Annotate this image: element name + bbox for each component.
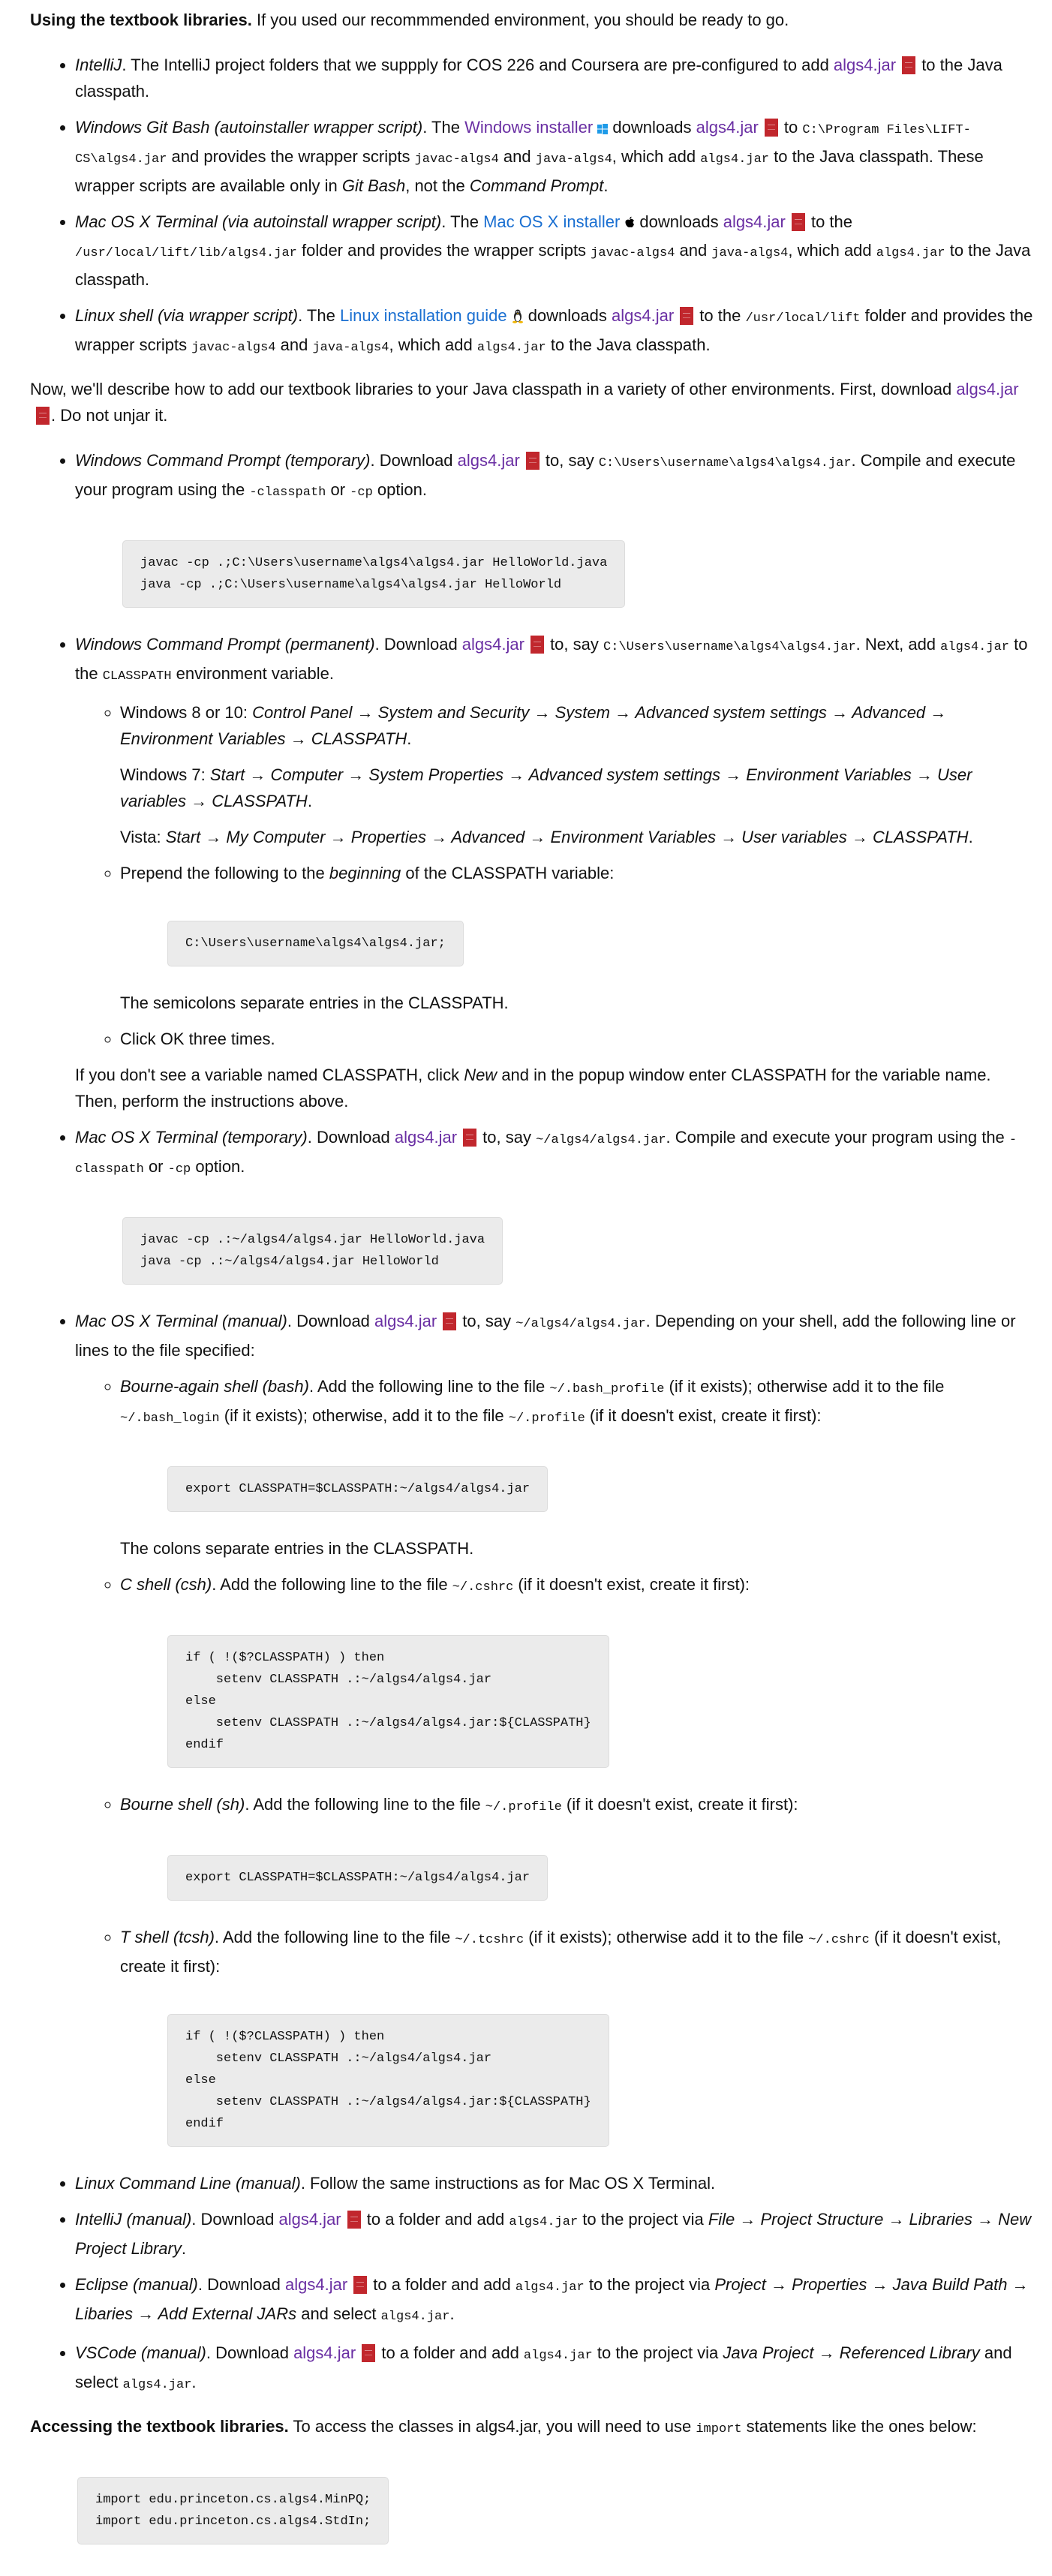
text: to the project via: [584, 2275, 715, 2294]
algs4-jar-link[interactable]: algs4.jar: [612, 306, 675, 325]
text: Click OK three times.: [120, 1029, 275, 1048]
text: . Download: [307, 1128, 395, 1147]
inline-code: algs4.jar: [515, 2280, 585, 2295]
italic-text: Control Panel → System and Security → System → Advanced system settings → Advanced → Environment Variables → CLASSPATH: [120, 703, 947, 748]
code-block: export CLASSPATH=$CLASSPATH:~/algs4/algs4.jar: [167, 1466, 548, 1512]
paragraph: [75, 2340, 1037, 2398]
text: and in the popup window enter CLASSPATH for the variable name. Then, perform the instructions above.: [75, 1066, 991, 1111]
text: . Download: [287, 1312, 375, 1330]
italic-text: Git Bash: [341, 176, 406, 195]
inline-code: ~/algs4/algs4.jar: [515, 1317, 646, 1331]
text: . Do not unjar it.: [51, 406, 168, 425]
code-block: export CLASSPATH=$CLASSPATH:~/algs4/algs4.jar: [167, 1855, 548, 1901]
paragraph: [75, 2271, 1037, 2330]
text: to, say: [478, 1128, 537, 1147]
list-item: [75, 2170, 1037, 2196]
italic-text: T shell (tcsh): [120, 1928, 215, 1946]
text: (if it exists); otherwise add it to the file: [664, 1377, 945, 1396]
text: If you used our recommmended environment, you should be ready to go.: [251, 11, 789, 29]
text: .: [449, 2304, 455, 2323]
inline-code: algs4.jar: [476, 341, 546, 355]
inline-code: java-algs4: [711, 246, 789, 260]
text: downloads: [635, 212, 723, 231]
italic-text: New: [464, 1066, 497, 1084]
paragraph: [75, 2206, 1037, 2262]
linux-tux-icon: [512, 305, 524, 331]
text: , not the: [405, 176, 470, 195]
algs4-jar-link[interactable]: algs4.jar: [457, 451, 520, 470]
text: to the Java classpath.: [546, 335, 711, 354]
text: statements like the ones below:: [741, 2417, 977, 2436]
text: downloads: [523, 306, 612, 325]
text: to the Java classpath.: [75, 241, 1031, 289]
text: and provides the wrapper scripts: [167, 147, 415, 166]
jar-file-icon: [353, 2276, 367, 2294]
paragraph: [75, 631, 1037, 690]
text: and: [498, 147, 536, 166]
inline-code: C:\Users\username\algs4\algs4.jar: [603, 640, 856, 654]
jar-file-icon: [526, 452, 540, 470]
list-item: [120, 1791, 1037, 1901]
text: and select: [296, 2304, 381, 2323]
bullet-list: [75, 1373, 1037, 2147]
list-item: [120, 1026, 1037, 1052]
text: to, say: [458, 1312, 516, 1330]
paragraph: [120, 1535, 1037, 1562]
italic-text: IntelliJ: [75, 56, 122, 74]
list-item: [75, 114, 1037, 199]
italic-text: Windows Command Prompt (permanent): [75, 635, 375, 654]
jar-file-icon: [443, 1312, 456, 1330]
text: . Add the following line to the file: [214, 1928, 455, 1946]
inline-code: java-algs4: [535, 152, 612, 167]
inline-code: algs4.jar: [940, 640, 1009, 654]
paragraph: [120, 1373, 1037, 1432]
text: .: [181, 2239, 186, 2258]
text: . Compile and execute your program using the: [75, 451, 1016, 499]
text: to the: [806, 212, 853, 231]
inline-code: /usr/local/lift/lib/algs4.jar: [75, 246, 297, 260]
inline-code: ~/.profile: [508, 1411, 585, 1426]
italic-text: Mac OS X Terminal (manual): [75, 1312, 287, 1330]
text: . Add the following line to the file: [245, 1795, 485, 1814]
bullet-list: [30, 52, 1037, 361]
text: to, say: [540, 451, 599, 470]
list-item: [75, 2340, 1037, 2398]
inline-code: algs4.jar: [523, 2349, 593, 2363]
inline-code: ~/.cshrc: [808, 1933, 870, 1947]
italic-text: File → Project Structure → Libraries → New Project Library: [75, 2210, 1032, 2258]
italic-text: Command Prompt: [469, 176, 604, 195]
inline-code: -cp: [167, 1162, 191, 1177]
list-item: [75, 302, 1037, 361]
jar-file-icon: [792, 213, 805, 231]
italic-text: Linux shell (via wrapper script): [75, 306, 299, 325]
bullet-list: [30, 447, 1037, 2398]
text: (if it exists); otherwise add it to the file: [524, 1928, 809, 1946]
paragraph: [120, 1026, 1037, 1052]
paragraph: [75, 114, 1037, 199]
text: .: [407, 729, 412, 748]
algs4-jar-link[interactable]: algs4.jar: [285, 2275, 348, 2294]
text: or: [326, 480, 350, 499]
paragraph: [75, 1308, 1037, 1363]
text: . Depending on your shell, add the following line or lines to the file specified:: [75, 1312, 1016, 1360]
list-item: [120, 1571, 1037, 1768]
text: and: [675, 241, 712, 260]
code-block: if ( !($?CLASSPATH) ) then setenv CLASSPATH .:~/algs4/algs4.jar else setenv CLASSPATH .:~/algs4/algs4.jar:${CLASSPATH} endif: [167, 2014, 609, 2147]
text: to the project via: [592, 2343, 723, 2362]
italic-text: Mac OS X Terminal (temporary): [75, 1128, 308, 1147]
text: .: [603, 176, 609, 195]
text: . The: [422, 118, 465, 137]
text: (if it doesn't exist, create it first):: [561, 1795, 798, 1814]
paragraph: [120, 1791, 1037, 1820]
algs4-jar-link[interactable]: algs4.jar: [394, 1128, 458, 1147]
text: . Download: [206, 2343, 294, 2362]
text: or: [143, 1157, 168, 1176]
bold-heading: Using the textbook libraries.: [30, 11, 252, 29]
text: environment variable.: [171, 664, 334, 683]
jar-file-icon: [680, 307, 693, 325]
paragraph: [75, 209, 1037, 293]
list-item: [75, 1124, 1037, 1285]
text: . Download: [191, 2210, 279, 2229]
inline-code: javac-algs4: [591, 246, 675, 260]
italic-text: beginning: [329, 864, 401, 882]
list-item: [75, 2271, 1037, 2330]
algs4-jar-link[interactable]: algs4.jar: [293, 2343, 356, 2362]
text: Windows 8 or 10:: [120, 703, 253, 722]
paragraph: [75, 1124, 1037, 1183]
list-item: [75, 631, 1037, 1114]
text: If you don't see a variable named CLASSPATH, click: [75, 1066, 464, 1084]
inline-code: algs4.jar: [509, 2215, 579, 2229]
inline-code: algs4.jar: [700, 152, 770, 167]
italic-text: Start → My Computer → Properties → Advanced → Environment Variables → User variables → CLASSPATH: [165, 828, 969, 846]
inline-code: ~/.cshrc: [452, 1580, 514, 1595]
text: (if it doesn't exist, create it first):: [585, 1406, 822, 1425]
text: downloads: [608, 118, 696, 137]
inline-code: javac-algs4: [191, 341, 276, 355]
text: , which add: [788, 241, 876, 260]
download-link[interactable]: Windows installer: [464, 118, 594, 137]
text: The colons separate entries in the CLASSPATH.: [120, 1539, 474, 1558]
italic-text: Mac OS X Terminal (via autoinstall wrapper script): [75, 212, 442, 231]
text: to: [779, 118, 803, 137]
inline-code: java-algs4: [312, 341, 389, 355]
text: to, say: [545, 635, 603, 654]
paragraph: [120, 824, 1037, 850]
text: . Compile and execute your program using the: [666, 1128, 1009, 1147]
paragraph: [120, 860, 1037, 886]
text: Now, we'll describe how to add our textbook libraries to your Java classpath in a variety of other environments. First, download: [30, 380, 957, 398]
italic-text: Windows Command Prompt (temporary): [75, 451, 371, 470]
italic-text: VSCode (manual): [75, 2343, 206, 2362]
text: . The IntelliJ project folders that we suppply for COS 226 and Coursera are pre-configured to add: [122, 56, 834, 74]
italic-text: Project → Properties → Java Build Path → Libaries → Add External JARs: [75, 2275, 1029, 2323]
paragraph: [75, 447, 1037, 506]
list-item: [120, 699, 1037, 850]
inline-code: ~/.profile: [485, 1800, 562, 1814]
paragraph: [75, 2170, 1037, 2196]
text: To access the classes in algs4.jar, you will need to use: [288, 2417, 696, 2436]
list-item: [75, 52, 1037, 104]
text: Prepend the following to the: [120, 864, 329, 882]
code-block: javac -cp .:~/algs4/algs4.jar HelloWorld.java java -cp .:~/algs4/algs4.jar HelloWorld: [122, 1217, 503, 1285]
text: .: [307, 792, 312, 810]
text: (if it exists); otherwise, add it to the file: [219, 1406, 509, 1425]
algs4-jar-link[interactable]: algs4.jar: [461, 635, 524, 654]
installer-link[interactable]: Linux installation guide: [339, 306, 507, 325]
text: folder and provides the wrapper scripts: [296, 241, 591, 260]
list-item: [120, 1373, 1037, 1562]
inline-code: -classpath: [249, 485, 326, 500]
italic-text: Windows Git Bash (autoinstaller wrapper script): [75, 118, 423, 137]
italic-text: Start → Computer → System Properties → Advanced system settings → Environment Variables → User variables → CLASSPATH: [120, 765, 972, 810]
algs4-jar-link[interactable]: algs4.jar: [278, 2210, 341, 2229]
text: . Download: [374, 635, 462, 654]
installer-link[interactable]: Mac OS X installer: [483, 212, 621, 231]
text: to a folder and add: [368, 2275, 515, 2294]
text: of the CLASSPATH variable:: [401, 864, 615, 882]
code-block: C:\Users\username\algs4\algs4.jar;: [167, 921, 464, 966]
text: Windows 7:: [120, 765, 210, 784]
paragraph: [30, 2413, 1037, 2442]
inline-code: CLASSPATH: [102, 669, 172, 684]
algs4-jar-link[interactable]: algs4.jar: [956, 380, 1019, 398]
inline-code: /usr/local/lift: [745, 311, 861, 326]
inline-code: -cp: [350, 485, 373, 500]
list-item: [75, 209, 1037, 293]
inline-code: ~/algs4/algs4.jar: [536, 1133, 666, 1147]
inline-code: algs4.jar: [876, 246, 945, 260]
paragraph: [75, 52, 1037, 104]
algs4-jar-link[interactable]: algs4.jar: [833, 56, 897, 74]
jar-file-icon: [362, 2344, 375, 2362]
inline-code: C:\Users\username\algs4\algs4.jar: [598, 456, 852, 470]
italic-text: Bourne shell (sh): [120, 1795, 245, 1814]
jar-file-icon: [765, 119, 778, 137]
text: to the project via: [578, 2210, 708, 2229]
list-item: [75, 2206, 1037, 2262]
inline-code: ~/.tcshrc: [455, 1933, 524, 1947]
text: and select: [75, 2343, 1012, 2391]
windows-logo-icon: [597, 116, 608, 143]
text: to a folder and add: [377, 2343, 524, 2362]
text: . Follow the same instructions as for Mac OS X Terminal.: [300, 2174, 716, 2193]
text: . Download: [370, 451, 458, 470]
list-item: [75, 447, 1037, 608]
jar-file-icon: [531, 636, 544, 654]
text: to the: [75, 635, 1028, 683]
inline-code: algs4.jar: [122, 2378, 192, 2392]
italic-text: Eclipse (manual): [75, 2275, 198, 2294]
list-item: [120, 860, 1037, 1016]
paragraph: [75, 1062, 1037, 1114]
text: to the Java classpath. These wrapper scripts are available only in: [75, 147, 984, 195]
algs4-jar-link[interactable]: algs4.jar: [696, 118, 759, 137]
text: .: [191, 2373, 197, 2391]
text: . Add the following line to the file: [212, 1575, 452, 1594]
text: , which add: [612, 147, 701, 166]
inline-code: C:\Program Files\LIFT-CS\algs4.jar: [75, 123, 971, 167]
paragraph: [120, 990, 1037, 1016]
italic-text: Bourne-again shell (bash): [120, 1377, 309, 1396]
jar-file-icon: [463, 1129, 476, 1147]
paragraph: [120, 762, 1037, 814]
jar-file-icon: [902, 56, 915, 74]
text: Vista:: [120, 828, 166, 846]
jar-file-icon: [347, 2211, 361, 2229]
list-item: [120, 1924, 1037, 2147]
inline-code: ~/.bash_login: [120, 1411, 220, 1426]
text: to a folder and add: [362, 2210, 509, 2229]
inline-code: import: [696, 2422, 742, 2436]
text: . The: [441, 212, 484, 231]
text: to the Java classpath.: [75, 56, 1002, 101]
algs4-jar-link[interactable]: algs4.jar: [723, 212, 786, 231]
text: . Download: [197, 2275, 286, 2294]
italic-text: IntelliJ (manual): [75, 2210, 192, 2229]
algs4-jar-link[interactable]: algs4.jar: [374, 1312, 437, 1330]
jar-file-icon: [36, 407, 50, 425]
text: . The: [298, 306, 340, 325]
paragraph: [30, 7, 1037, 33]
bullet-list: [75, 699, 1037, 1052]
apple-logo-icon: [624, 211, 635, 237]
italic-text: Java Project → Referenced Library: [723, 2343, 980, 2362]
italic-text: C shell (csh): [120, 1575, 212, 1594]
text: option.: [191, 1157, 245, 1176]
inline-code: javac-algs4: [414, 152, 499, 167]
text: (if it doesn't exist, create it first):: [120, 1928, 1002, 1976]
bold-heading: Accessing the textbook libraries.: [30, 2417, 289, 2436]
code-block: javac -cp .;C:\Users\username\algs4\algs4.jar HelloWorld.java java -cp .;C:\Users\username\algs4\algs4.jar HelloWorld: [122, 540, 625, 608]
inline-code: algs4.jar: [380, 2310, 450, 2324]
text: and: [275, 335, 313, 354]
paragraph: [120, 699, 1037, 752]
code-block: import edu.princeton.cs.algs4.MinPQ; import edu.princeton.cs.algs4.StdIn;: [77, 2477, 389, 2544]
italic-text: Linux Command Line (manual): [75, 2174, 301, 2193]
text: The semicolons separate entries in the CLASSPATH.: [120, 993, 509, 1012]
text: .: [968, 828, 973, 846]
document-body: [30, 7, 1037, 2544]
code-block: if ( !($?CLASSPATH) ) then setenv CLASSPATH .:~/algs4/algs4.jar else setenv CLASSPATH .:~/algs4/algs4.jar:${CLASSPATH} endif: [167, 1635, 609, 1768]
inline-code: -classpath: [75, 1133, 1017, 1177]
text: . Add the following line to the file: [308, 1377, 550, 1396]
text: folder and provides the wrapper scripts: [75, 306, 1033, 354]
inline-code: ~/.bash_profile: [549, 1382, 665, 1396]
text: . Next, add: [855, 635, 941, 654]
text: to the: [695, 306, 746, 325]
text: (if it doesn't exist, create it first):: [513, 1575, 750, 1594]
paragraph: [120, 1571, 1037, 1601]
paragraph: [30, 376, 1037, 428]
paragraph: [120, 1924, 1037, 1979]
text: option.: [372, 480, 427, 499]
paragraph: [75, 302, 1037, 361]
list-item: [75, 1308, 1037, 2147]
text: , which add: [389, 335, 477, 354]
